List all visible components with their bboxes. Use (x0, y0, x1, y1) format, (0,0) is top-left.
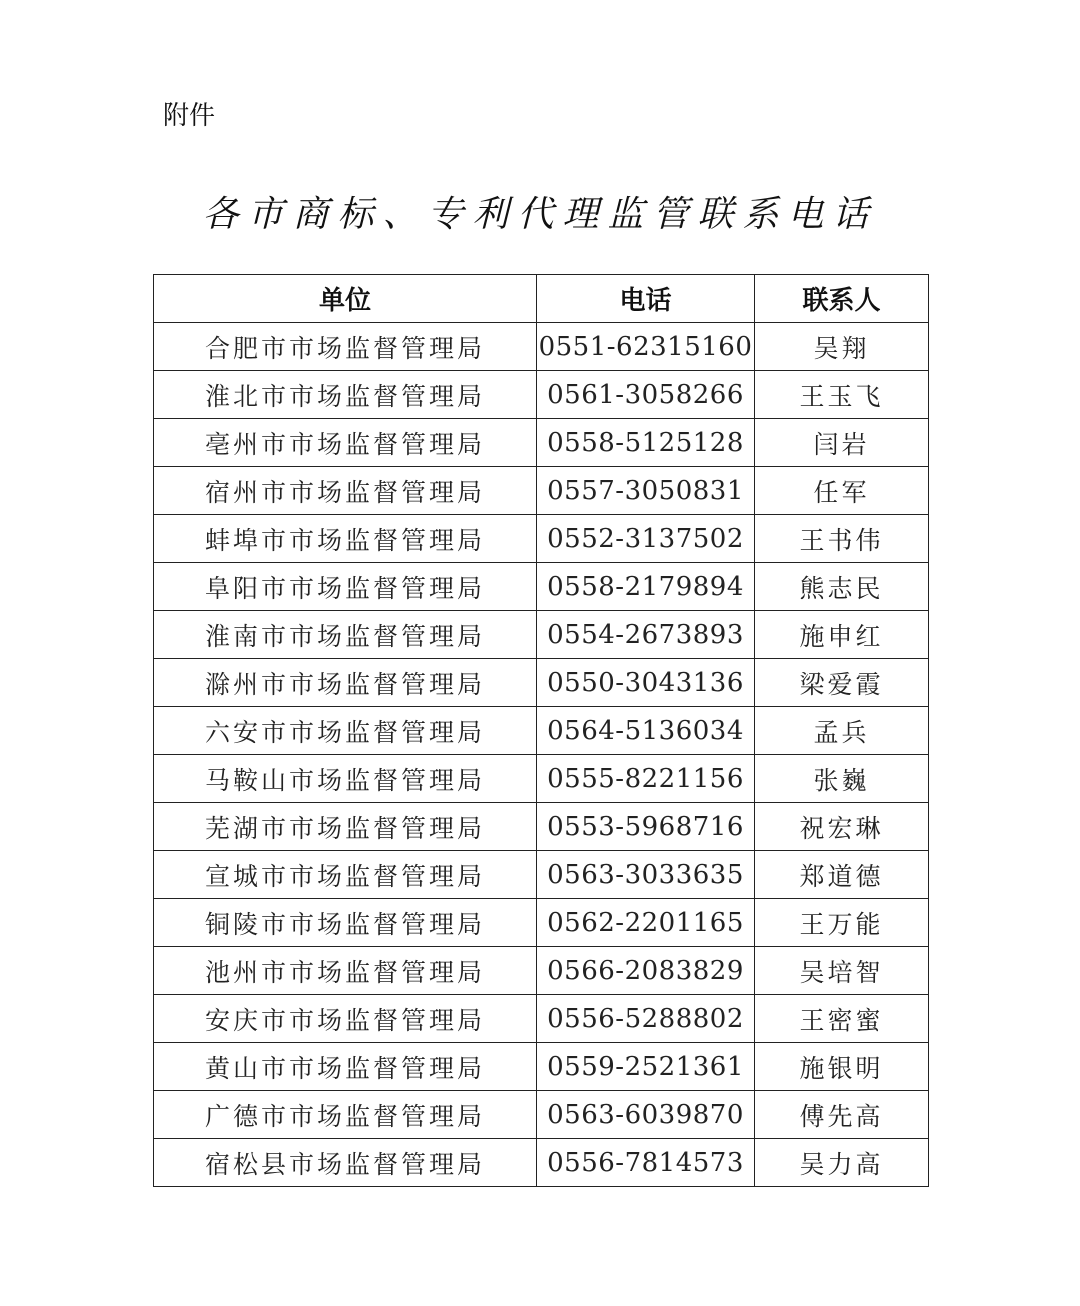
unit-cell: 黄山市市场监督管理局 (154, 1043, 537, 1091)
phone-cell: 0566-2083829 (537, 947, 755, 995)
phone-cell: 0550-3043136 (537, 659, 755, 707)
table-row (154, 995, 929, 1043)
phone-cell: 0551-62315160 (537, 323, 755, 371)
unit-cell: 马鞍山市场监督管理局 (154, 755, 537, 803)
unit-cell: 亳州市市场监督管理局 (154, 419, 537, 467)
unit-cell: 广德市市场监督管理局 (154, 1091, 537, 1139)
table-row (154, 515, 929, 563)
unit-cell: 宿州市市场监督管理局 (154, 467, 537, 515)
table-row (154, 803, 929, 851)
table-row (154, 851, 929, 899)
contact-cell: 施银明 (755, 1043, 929, 1091)
unit-cell: 合肥市市场监督管理局 (154, 323, 537, 371)
table-row (154, 323, 929, 371)
phone-cell: 0555-8221156 (537, 755, 755, 803)
contact-cell: 王万能 (755, 899, 929, 947)
phone-cell: 0564-5136034 (537, 707, 755, 755)
unit-cell: 宿松县市场监督管理局 (154, 1139, 537, 1187)
table-row (154, 1091, 929, 1139)
table-row (154, 467, 929, 515)
unit-cell: 芜湖市市场监督管理局 (154, 803, 537, 851)
phone-cell: 0558-2179894 (537, 563, 755, 611)
table-row (154, 1139, 929, 1187)
header-unit: 单位 (154, 275, 537, 323)
unit-cell: 安庆市市场监督管理局 (154, 995, 537, 1043)
table-row (154, 611, 929, 659)
phone-cell: 0563-3033635 (537, 851, 755, 899)
document-title: 各市商标、专利代理监管联系电话 (202, 194, 878, 235)
unit-cell: 淮北市市场监督管理局 (154, 371, 537, 419)
table-row (154, 419, 929, 467)
attachment-label: 附件 (163, 101, 216, 131)
phone-cell: 0559-2521361 (537, 1043, 755, 1091)
phone-cell: 0561-3058266 (537, 371, 755, 419)
phone-cell: 0552-3137502 (537, 515, 755, 563)
unit-cell: 淮南市市场监督管理局 (154, 611, 537, 659)
phone-cell: 0562-2201165 (537, 899, 755, 947)
table-row (154, 947, 929, 995)
table-row (154, 371, 929, 419)
contact-cell: 闫岩 (755, 419, 929, 467)
contact-cell: 吴翔 (755, 323, 929, 371)
table-row (154, 659, 929, 707)
contact-cell: 张巍 (755, 755, 929, 803)
header-contact: 联系人 (755, 275, 929, 323)
phone-cell: 0554-2673893 (537, 611, 755, 659)
phone-cell: 0557-3050831 (537, 467, 755, 515)
contact-cell: 王密蜜 (755, 995, 929, 1043)
unit-cell: 滁州市市场监督管理局 (154, 659, 537, 707)
contact-cell: 郑道德 (755, 851, 929, 899)
contact-cell: 王玉飞 (755, 371, 929, 419)
contact-cell: 梁爱霞 (755, 659, 929, 707)
phone-cell: 0556-7814573 (537, 1139, 755, 1187)
contact-cell: 吴力高 (755, 1139, 929, 1187)
table-row (154, 899, 929, 947)
contact-cell: 施申红 (755, 611, 929, 659)
contact-cell: 孟兵 (755, 707, 929, 755)
unit-cell: 蚌埠市市场监督管理局 (154, 515, 537, 563)
table-row (154, 563, 929, 611)
unit-cell: 六安市市场监督管理局 (154, 707, 537, 755)
contact-cell: 任军 (755, 467, 929, 515)
contact-table (153, 274, 929, 1187)
table-row (154, 1043, 929, 1091)
contact-cell: 祝宏琳 (755, 803, 929, 851)
unit-cell: 阜阳市市场监督管理局 (154, 563, 537, 611)
phone-cell: 0556-5288802 (537, 995, 755, 1043)
phone-cell: 0558-5125128 (537, 419, 755, 467)
unit-cell: 宣城市市场监督管理局 (154, 851, 537, 899)
phone-cell: 0553-5968716 (537, 803, 755, 851)
contact-cell: 吴培智 (755, 947, 929, 995)
phone-cell: 0563-6039870 (537, 1091, 755, 1139)
table-header-row (154, 275, 929, 323)
contact-cell: 王书伟 (755, 515, 929, 563)
table-row (154, 707, 929, 755)
contact-cell: 熊志民 (755, 563, 929, 611)
unit-cell: 铜陵市市场监督管理局 (154, 899, 537, 947)
contact-cell: 傅先高 (755, 1091, 929, 1139)
unit-cell: 池州市市场监督管理局 (154, 947, 537, 995)
header-phone: 电话 (537, 275, 755, 323)
table-row (154, 755, 929, 803)
